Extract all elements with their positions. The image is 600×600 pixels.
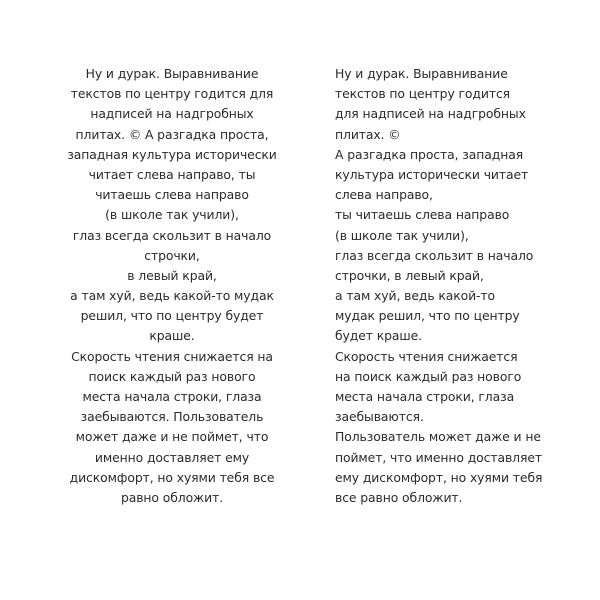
left-line: ему дискомфорт, но хуями тебя xyxy=(335,469,543,485)
left-line: будет краше. xyxy=(335,328,422,344)
left-aligned-text-column xyxy=(335,64,555,508)
left-line: Пользователь может даже и не xyxy=(335,429,541,445)
centered-line: Скорость чтения снижается на xyxy=(71,348,273,364)
left-line: текстов по центру годится xyxy=(335,86,511,102)
left-line: Ну и дурак. Выравнивание xyxy=(335,66,508,81)
centered-line: в левый край, xyxy=(127,267,217,283)
centered-line: может даже и не поймет, что xyxy=(75,429,269,445)
left-line: места начала строки, глаза xyxy=(335,389,515,404)
centered-line: именно доставляет ему xyxy=(94,449,250,465)
centered-line: поиск каждый раз нового xyxy=(88,368,256,384)
centered-line: западная культура исторически xyxy=(67,146,277,162)
left-line: ты читаешь слева направо xyxy=(335,207,510,223)
centered-line: (в школе так учили), xyxy=(105,207,239,223)
centered-line: решил, что по центру будет xyxy=(80,308,264,324)
left-line: все равно обложит. xyxy=(335,489,463,505)
left-line: слева направо, xyxy=(335,187,433,203)
left-line: А разгадка проста, западная xyxy=(335,146,524,162)
centered-line: глаз всегда скользит в начало xyxy=(72,227,272,243)
left-line: (в школе так учили), xyxy=(335,227,469,243)
centered-line: равно обложит. xyxy=(120,489,224,505)
left-line: поймет, что именно доставляет xyxy=(335,449,542,465)
left-line: для надписей на надгробных xyxy=(335,106,526,122)
centered-line: строчки, xyxy=(144,247,200,263)
centered-line: краше. xyxy=(149,328,195,344)
left-line: мудак решил, что по центру xyxy=(335,308,520,324)
centered-line: Ну и дурак. Выравнивание xyxy=(85,66,259,81)
left-line: а там хуй, ведь какой-то xyxy=(335,288,496,304)
centered-line: места начала строки, глаза xyxy=(82,389,262,404)
centered-line: а там хуй, ведь какой-то мудак xyxy=(70,288,274,304)
left-line: строчки, в левый край, xyxy=(335,267,484,283)
centered-line: заебываются. Пользователь xyxy=(80,409,264,425)
centered-line: плитах. © А разгадка проста, xyxy=(75,126,269,142)
left-line: культура исторически читает xyxy=(335,166,529,182)
centered-line: надписей на надгробных xyxy=(90,106,254,122)
left-line: на поиск каждый раз нового xyxy=(335,368,522,384)
centered-line: читает слева направо, ты xyxy=(88,166,256,182)
centered-line: читаешь слева направо xyxy=(95,187,249,203)
left-line: Скорость чтения снижается xyxy=(335,348,518,364)
left-line: глаз всегда скользит в начало xyxy=(335,247,534,263)
left-line: заебываются. xyxy=(335,409,424,425)
left-line: плитах. © xyxy=(335,126,401,142)
centered-line: текстов по центру годится для xyxy=(70,86,274,102)
centered-line: дискомфорт, но хуями тебя все xyxy=(69,469,275,485)
centered-text-column xyxy=(62,64,282,508)
